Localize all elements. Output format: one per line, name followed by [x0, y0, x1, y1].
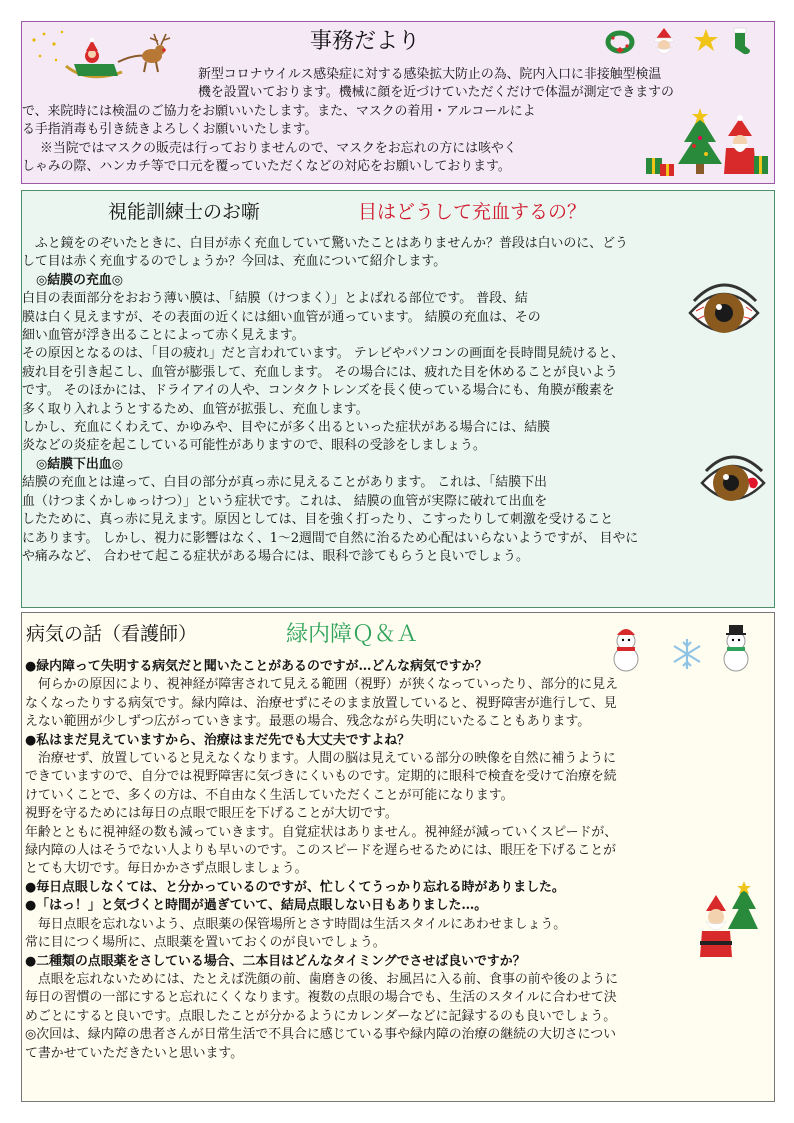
eye-heading: ◎結膜の充血◎	[36, 272, 123, 288]
hemorrhage-eye-icon	[698, 435, 768, 515]
qa-line: なくなったりする病気です。緑内障は、治療せずにそのまま放置していると、視野障害が進行して、見	[25, 695, 617, 711]
star-icon	[693, 28, 719, 52]
stocking-icon	[728, 26, 752, 56]
notice-line: 新型コロナウイルス感染症に対する感染拡大防止の為、院内入口に非接触型検温	[198, 67, 662, 82]
qa-line: 常に目につく場所に、点眼薬を置いておくのが良いでしょう。	[25, 935, 386, 951]
eye-line: したために、真っ赤に見えます。原因としては、目を強く打ったり、こすったりして刺激を受けること	[22, 512, 614, 528]
wreath-icon	[605, 28, 635, 56]
qa-line: 何らかの原因により、視神経が障害されて見える範囲（視野）が狭くなっていったり、部分的に見え	[37, 677, 618, 693]
eye-line: ふと鏡をのぞいたときに、白目が赤く充血していて驚いたことはありませんか？普段は白いのに、どう	[34, 236, 628, 251]
qa-line: できていますので、自分では視野障害に気づきにくいものです。定期的に眼科で検査を受けて治療を続	[25, 769, 617, 785]
eye-line: しかし、充血にくわえて、かゆみや、目やにが多く出るといった症状がある場合には、結膜	[22, 420, 550, 436]
eye-line: にあります。 しかし、視力に影響はなく、1～2週間で自然に治るため心配はいらないようですが、 目やに	[22, 530, 639, 546]
qa-line: けていくことで、多くの方は、不自由なく生活していただくことが可能になります。	[25, 787, 514, 803]
eye-body	[22, 235, 772, 566]
qa-question: ●二種類の点眼薬をさしている場合、二本目はどんなタイミングでさせば良いですか？	[25, 953, 526, 969]
illness-subtitle: 緑内障Ｑ＆Ａ	[286, 622, 419, 647]
notice-line: る手指消毒も引き続きよろしくお願いいたします。	[22, 122, 318, 138]
qa-line: 毎日点眼を忘れないよう、点眼薬の保管場所とさす時間は生活スタイルにあわせましょう。	[37, 916, 567, 932]
qa-line: ◎次回は、緑内障の患者さんが日常生活で不具合に感じている事や緑内障の治療の継続の大切さについ	[25, 1027, 617, 1043]
qa-question: ●私はまだ見えていますから、治療はまだ先でも大丈夫ですよね？	[25, 732, 411, 748]
qa-line: 緑内障の人はそうでない人よりも早いのです。このスピードを遅らせるためには、眼圧を下げることが	[25, 843, 617, 859]
qa-line: 治療せず、放置していると見えなくなります。人間の脳は見えている部分の映像を自然に補うように	[37, 751, 616, 767]
eye-line: 結膜の充血とは違って、白目の部分が真っ赤に見えることがあります。 これは、「結膜下出	[22, 475, 547, 491]
notice-title: 事務だより	[310, 29, 421, 54]
eye-line: や痛みなど、 合わせて起こる症状がある場合には、眼科で診てもらうと良いでしょう。	[22, 548, 529, 564]
eye-section	[21, 190, 775, 608]
eye-subtitle: 目はどうして充血するの？	[358, 201, 587, 223]
qa-line: て書かせていただきたいと思います。	[25, 1045, 244, 1061]
qa-line: とても大切です。毎日かかさず点眼しましょう。	[25, 861, 308, 877]
notice-line: 機を設置いております。機械に顔を近づけていただくだけで体温が測定できますの	[198, 85, 674, 101]
snowman-icon	[606, 623, 646, 673]
eye-line: 膜は白く見えますが、その表面の近くには細い血管が通っています。 結膜の充血は、その	[22, 309, 541, 325]
notice-line: ※当院ではマスクの販売は行っておりませんので、マスクをお忘れの方には咳やく	[40, 140, 517, 156]
eye-line: して目は赤く充血するのでしょうか？今回は、充血について紹介します。	[22, 254, 447, 270]
notice-section	[21, 21, 775, 184]
qa-line: えない範囲が少しずつ広がっていきます。最悪の場合、残念ながら失明にいたることもあります。	[25, 714, 591, 730]
qa-question: ●「はっ！」と気づくと時間が過ぎていて、結局点眼しない日もありました…。	[25, 898, 488, 914]
eye-title: 視能訓練士のお噺	[108, 201, 261, 223]
illness-body	[25, 658, 773, 1063]
eye-line: です。 そのほかには、ドライアイの人や、コンタクトレンズを長く使っている場合にも、角膜が酸素を	[22, 383, 615, 399]
santa-face-icon	[650, 26, 678, 58]
qa-line: 点眼を忘れないためには、たとえば洗顔の前、歯磨きの後、お風呂に入る前、食事の前や後のように	[37, 971, 618, 987]
eye-line: その原因となるのは、「目の疲れ」だと言われています。 テレビやパソコンの画面を長時間見続けると、	[22, 346, 624, 362]
santa-sleigh-icon	[26, 26, 176, 88]
qa-line: 視野を守るためには毎日の点眼で眼圧を下げることが大切です。	[25, 806, 398, 822]
notice-line: しゃみの際、ハンカチ等で口元を覆っていただくなどの対応をお願いしております。	[22, 159, 511, 175]
snowflake-icon	[670, 637, 704, 671]
snowman-icon	[716, 623, 756, 673]
illness-title: 病気の話（看護師）	[26, 623, 198, 645]
illness-section	[21, 612, 775, 1102]
eye-line: 白目の表面部分をおおう薄い膜は、「結膜（けつまく）」とよばれる部位です。 普段、結	[22, 291, 528, 307]
qa-question: ●緑内障って失明する病気だと聞いたことがあるのですが…どんな病気ですか？	[25, 659, 488, 674]
notice-line: で、来院時には検温のご協力をお願いいたします。また、マスクの着用・アルコールによ	[22, 103, 536, 119]
eye-line: 多く取り入れようとするため、血管が拡張し、充血します。	[22, 401, 369, 417]
eye-line: 血（けつまくかしゅっけつ）」という症状です。これは、 結膜の血管が実際に破れて出血を	[22, 493, 548, 509]
qa-question: ●毎日点眼しなくては、と分かっているのですが、忙しくてうっかり忘れる時がありました。	[25, 879, 565, 895]
eye-heading: ◎結膜下出血◎	[36, 456, 123, 472]
qa-line: 毎日の習慣の一部にすると忘れにくくなります。複数の点眼の場合でも、生活のスタイルに合わせて決	[25, 990, 617, 1006]
eye-line: 炎などの炎症を起こしている可能性がありますので、眼科の受診をしましょう。	[22, 438, 486, 454]
qa-line: めごとにすると良いです。点眼したことが分かるようにカレンダーなどに記録するのも良いでしょう。	[25, 1008, 617, 1024]
christmas-tree-icon	[642, 108, 772, 182]
qa-line: 年齢とともに視神経の数も減っていきます。自覚症状はありません。視神経が減っていくスピードが、	[25, 824, 618, 840]
bloodshot-eye-icon	[686, 261, 762, 347]
eye-line: 疲れ目を引き起こし、血管が膨張して、充血します。 その場合には、疲れた目を休めることが良いよう	[22, 364, 618, 380]
santa-tree-icon	[698, 881, 758, 961]
eye-line: 細い血管が浮き出ることによって赤く見えます。	[22, 328, 305, 344]
